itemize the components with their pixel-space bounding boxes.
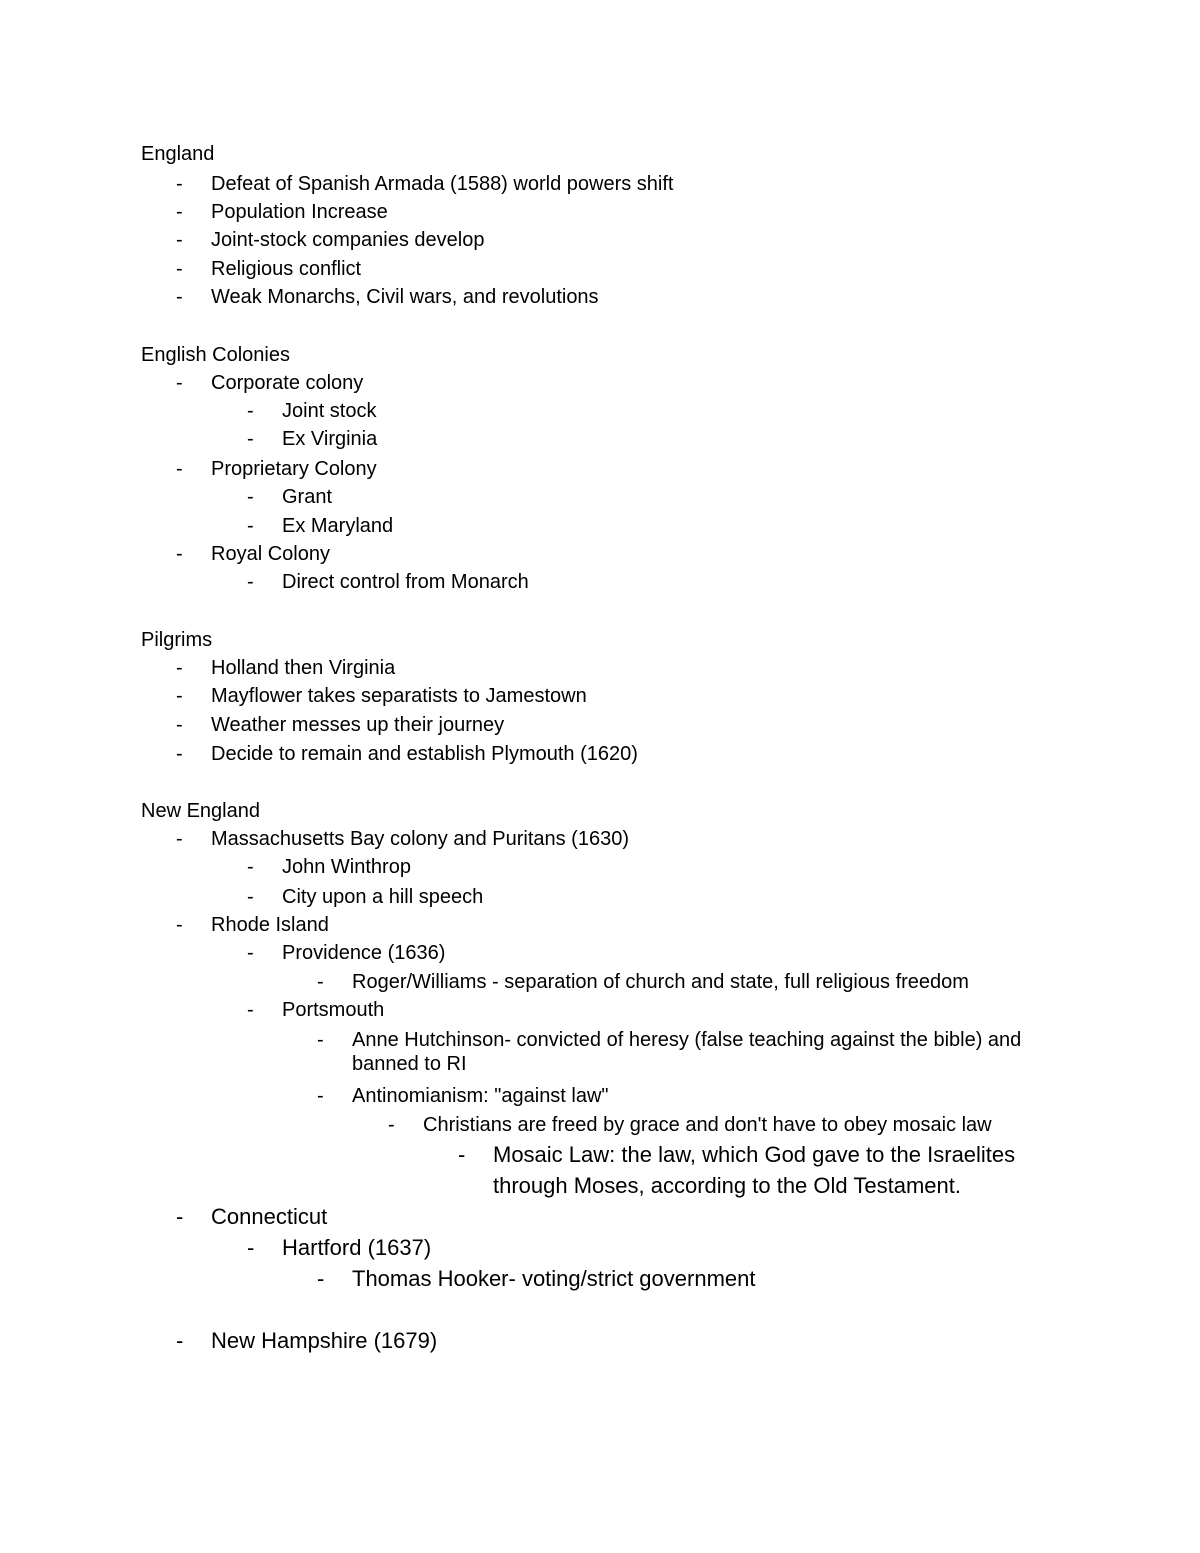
list-item: - Mosaic Law: the law, which God gave to the Israelites through Moses, according to the Old Testament. <box>458 1142 1016 1198</box>
list-item: - Holland then Virginia <box>176 657 396 679</box>
list-item: - Roger/Williams - separation of church and state, full religious freedom <box>317 971 969 993</box>
list-item: - Portsmouth <box>247 999 385 1021</box>
list-item: - Hartford (1637) <box>247 1235 432 1260</box>
list-item: - Defeat of Spanish Armada (1588) world powers shift <box>176 173 674 195</box>
list-item: - Proprietary Colony <box>176 458 377 480</box>
list-item: - Massachusetts Bay colony and Puritans (1630) <box>176 828 629 850</box>
list-item: - Ex Virginia <box>247 428 378 450</box>
list-item: - Anne Hutchinson- convicted of heresy (false teaching against the bible) and banned to RI <box>317 1029 1022 1075</box>
list-item: - Joint-stock companies develop <box>176 229 485 251</box>
list-item: - Thomas Hooker- voting/strict government <box>317 1266 756 1291</box>
list-item: - Decide to remain and establish Plymouth (1620) <box>176 743 638 765</box>
list-item: - Population Increase <box>176 201 388 223</box>
list-item: - Weak Monarchs, Civil wars, and revolutions <box>176 286 599 308</box>
list-item: - Religious conflict <box>176 258 362 280</box>
list-item: - Providence (1636) <box>247 942 446 964</box>
list-item: - Royal Colony <box>176 543 330 565</box>
list-item: - Ex Maryland <box>247 515 394 537</box>
section-heading-england: England <box>141 143 215 165</box>
section-heading-pilgrims: Pilgrims <box>141 629 213 651</box>
list-item: - Direct control from Monarch <box>247 571 529 593</box>
list-item: - Grant <box>247 486 333 508</box>
list-item: - City upon a hill speech <box>247 886 484 908</box>
list-item: - Joint stock <box>247 400 377 422</box>
list-item: - Christians are freed by grace and don't have to obey mosaic law <box>388 1114 992 1136</box>
list-item: - John Winthrop <box>247 856 411 878</box>
list-item: - Rhode Island <box>176 914 329 936</box>
section-heading-english-colonies: English Colonies <box>141 344 290 366</box>
list-item: - Weather messes up their journey <box>176 714 505 736</box>
list-item: - Connecticut <box>176 1204 328 1229</box>
section-heading-new-england: New England <box>141 800 260 822</box>
list-item: - New Hampshire (1679) <box>176 1328 438 1353</box>
list-item: - Corporate colony <box>176 372 364 394</box>
list-item: - Mayflower takes separatists to Jamestown <box>176 685 587 707</box>
list-item: - Antinomianism: "against law" <box>317 1085 609 1107</box>
